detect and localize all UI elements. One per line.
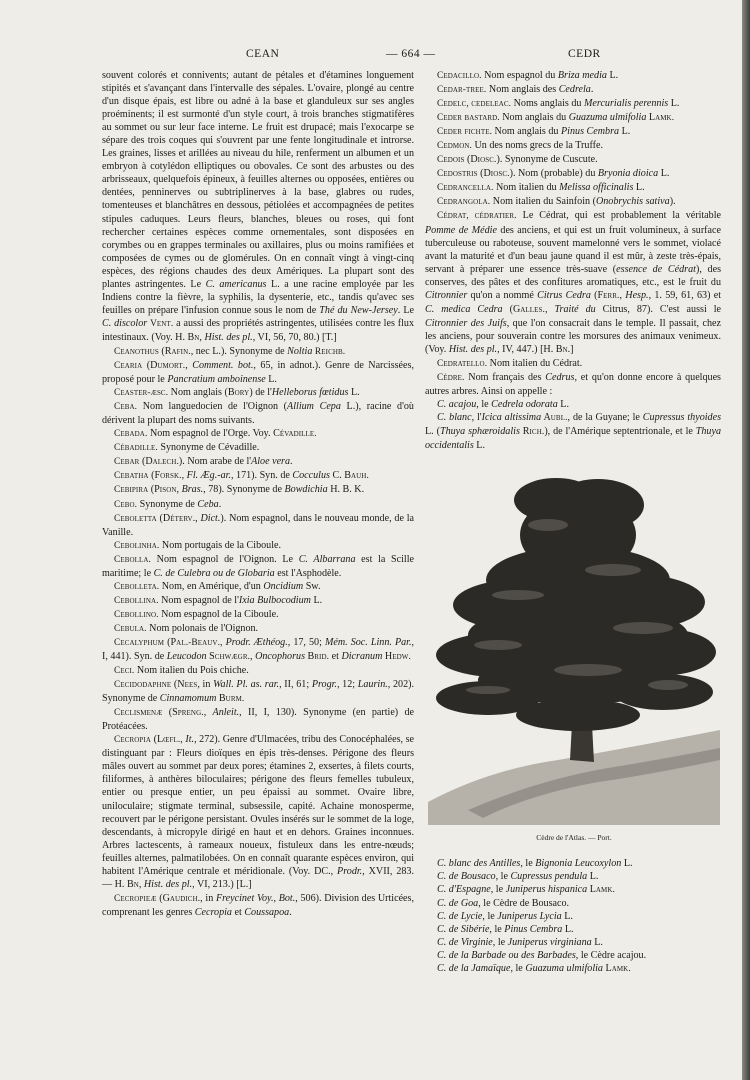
figure-caption: Cèdre de l'Atlas. — Port. <box>536 833 612 842</box>
dictionary-entry: Cebada. Nom espagnol de l'Orge. Voy. Cévadille. <box>114 428 317 440</box>
left-column <box>102 69 414 919</box>
page-number: — 664 — <box>386 48 436 60</box>
dictionary-entry: Ceder fichte. Nom anglais du Pinus Cembra L. <box>437 126 631 138</box>
dictionary-entry: Cedmon. Un des noms grecs de la Truffe. <box>437 140 603 152</box>
dictionary-entry: Ceaster-æsc. Nom anglais (Bory) de l'Helleborus fœtidus L. <box>114 387 360 399</box>
dictionary-entry: Cedratello. Nom italien du Cédrat. <box>437 357 583 369</box>
dictionary-entry: Ceboletta (Déterv., Dict.). Nom espagnol, dans le nouveau monde, de la Vanille. <box>102 512 415 538</box>
dictionary-entry: Ceanothus (Rafin., nec L.). Synonyme de Noltia Reichb. <box>114 345 346 357</box>
dictionary-entry: Cecropieæ (Gaudich., in Freycinet Voy., Bot., 506). Division des Urticées, comprenant les genres Cecropia et Coussapoa. <box>102 892 414 918</box>
dictionary-entry: C. blanc, l'Icica altissima Aubl., de la Guyane; le Cupressus thyoides L. (Thuya sphæroidalis Rich.), de l'Amérique septentrionale, et le Thuya occidentalis L. <box>425 412 722 452</box>
dictionary-entry: Cedrangola. Nom italien du Sainfoin (Onobrychis sativa). <box>437 196 676 208</box>
dictionary-entry: Ceci. Nom italien du Pois chiche. <box>114 665 249 677</box>
dictionary-entry: Cebollino. Nom espagnol de la Ciboule. <box>114 608 279 620</box>
dictionary-entry: Cedostris (Diosc.). Nom (probable) du Bryonia dioica L. <box>437 168 670 180</box>
dictionary-entry: Cebula. Nom polonais de l'Oignon. <box>114 622 259 634</box>
dictionary-entry: Cebolla. Nom espagnol de l'Oignon. Le C. Albarrana est la Scille maritime; le C. de Culebra ou de Globaria est l'Asphodèle. <box>102 553 414 579</box>
dictionary-entry: C. d'Espagne, le Juniperus hispanica Lamk. <box>437 884 615 896</box>
right-column <box>425 69 721 452</box>
dictionary-entry: Cedar-tree. Nom anglais des Cedrela. <box>437 84 594 96</box>
dictionary-entry: Cébadille. Synonyme de Cévadille. <box>114 442 260 454</box>
dictionary-entry: Cecidodaphne (Nees, in Wall. Pl. as. rar., II, 61; Progr., 12; Laurin., 202). Synonyme de Cinnamomum Burm. <box>102 679 415 705</box>
dictionary-entry: Cebolinha. Nom portugais de la Ciboule. <box>114 539 282 551</box>
dictionary-entry: Cebipira (Pison, Bras., 78). Synonyme de Bowdichia H. B. K. <box>114 484 365 496</box>
cedar-tree-illustration <box>428 430 720 825</box>
right-column-bottom <box>425 857 721 976</box>
dictionary-entry: Cebolleta. Nom, en Amérique, d'un Oncidium Sw. <box>114 580 321 592</box>
dictionary-entry: C. de la Barbade ou des Barbades, le Cèdre acajou. <box>437 950 647 962</box>
dictionary-entry: Ceclismenæ (Spreng., Anleit., II, I, 130). Synonyme (en partie) de Protéacées. <box>102 707 415 733</box>
dictionary-entry: Cedrancella. Nom italien du Melissa officinalis L. <box>437 182 645 194</box>
dictionary-entry: Ceba. Nom languedocien de l'Oignon (Allium Cepa L.), racine d'où dérivent la plupart des noms suivants. <box>102 401 414 427</box>
paragraph-continuation: souvent colorés et connivents; autant de pétales et d'étamines longuement stipités et s'avançant dans l'intervalle des sépales. L'ovaire, plongé au centre d'un disque épais, est libre ou adné à la base et glanduleux sur ses angles proéminents; il est surmonté d'un style court, à trois branches stigmatifères au sommet ou sur leur face interne. Le fruit est drupacé; mais l'exocarpe se sépare des trois coques qui s'ouvrent par une fente longitudinale et introrse. Les graines, lisses et arillées au niveau du hile, renferment un albumen et un embryon à cotylédon elliptiques ou obovales. Ce sont des arbustes ou des arbrisseaux, quelquefois épineux, à feuilles alternes ou opposées, entières ou dentées, penninerves ou subtriplinerves à la base, glabres ou rudes, tomenteuses et blanchâtres en dessous, pétiolées et accompagnées de petites stipules caduques. Leurs fleurs, blanches, bleues ou roses, qui font rechercher certaines espèces comme ornementales, sont disposées en corymbes ou en grappes terminales ou axillaires, plus ou moins ramifiées et composées de cymes ou de glomérules. On en connaît vingt à vingt-cinq espèces, des régions chaudes des deux Amériques. La plupart sont des plantes astringentes. Le C. americanus L. a une racine employée par les Indiens contre la fièvre, la syphilis, la dysenterie, etc., tandis qu'avec ses feuilles on prépare l'infusion connue sous le nom de Thé du New-Jersey. Le C. discolor Vent. a aussi des propriétés astringentes, utilisées contre les flux intestinaux. (Voy. H. Bn, Hist. des pl., VI, 56, 70, 80.) [T.] <box>102 70 414 343</box>
running-head-right: CEDR <box>568 48 601 60</box>
dictionary-entry: Cearia (Dumort., Comment. bot., 65, in adnot.). Genre de Narcissées, proposé pour le Pancratium amboinense L. <box>102 360 414 386</box>
dictionary-entry: Ceder bastard. Nom anglais du Guazuma ulmifolia Lamk. <box>437 112 675 124</box>
dictionary-entry: C. de Sibérie, le Pinus Cembra L. <box>437 924 574 936</box>
dictionary-entry: Cèdre. Nom français des Cedrus, et qu'on donne encore à quelques autres arbres. Ainsi on appelle : <box>425 372 721 398</box>
dictionary-entry: C. de Goa, le Cèdre de Bousaco. <box>437 898 570 910</box>
dictionary-entry: C. de Virginie, le Juniperus virginiana L. <box>437 937 603 949</box>
dictionary-entry: Cecalyphum (Pal.-Beauv., Prodr. Æthéog., 17, 50; Mém. Soc. Linn. Par., I, 441). Syn. de Leucodon Schwægr., Oncophorus Brid. et Dicranum Hedw. <box>102 636 415 663</box>
running-head-left: CEAN <box>246 48 280 60</box>
dictionary-entry: C. de la Jamaïque, le Guazuma ulmifolia Lamk. <box>437 963 631 975</box>
dictionary-entry: C. blanc des Antilles, le Bignonia Leucoxylon L. <box>437 858 633 869</box>
dictionary-entry: Cebar (Dalech.). Nom arabe de l'Aloe vera. <box>114 456 293 468</box>
page-edge <box>742 0 750 1080</box>
dictionary-entry: Cedois (Diosc.). Synonyme de Cuscute. <box>437 154 598 166</box>
dictionary-entry: Cebollina. Nom espagnol de l'Ixia Bulbocodium L. <box>114 594 323 606</box>
dictionary-entry: Cédrat, cédratier. Le Cédrat, qui est probablement la véritable Pomme de Médie des anciens, et qui est un fruit volumineux, à surface tuberculeuse ou raboteuse, souvent mamelonné vers le sommet, violacé avant la maturité et d'un beau jaune quand il est mûr, à zeste très-épais, servant à préparer une essence très-suave (essence de Cédrat), des conserves, des pâtes et des confitures aromatiques, etc., est le fruit du Citronnier qu'on a nommé Citrus Cedra (Ferr., Hesp., 1. 59, 61, 63) et C. medica Cedra (Galles., Traité du Citrus, 87). C'est aussi le Citronnier des Juifs, que l'on consacrait dans le temple. Il passait, chez les anciens, pour souverain contre les morsures des animaux venimeux. (Voy. Hist. des pl., IV, 447.) [H. Bn.] <box>425 210 722 355</box>
dictionary-entry: C. de Bousaco, le Cupressus pendula L. <box>437 871 599 883</box>
dictionary-entry: Cebo. Synonyme de Ceba. <box>114 498 222 510</box>
dictionary-entry: Cebatha (Forsk., Fl. Æg.-ar., 171). Syn. de Cocculus C. Bauh. <box>114 470 369 482</box>
dictionary-entry: C. acajou, le Cedrela odorata L. <box>437 399 569 411</box>
dictionary-entry: C. de Lycie, le Juniperus Lycia L. <box>437 911 573 923</box>
dictionary-entry: Cedelc, cedeleac. Noms anglais du Mercurialis perennis L. <box>437 98 680 110</box>
dictionary-entry: Cedacillo. Nom espagnol du Briza media L. <box>437 70 619 81</box>
dictionary-entry: Cecropia (Lœfl., It., 272). Genre d'Ulmacées, tribu des Conocéphalées, se distinguant par : Fleurs dioïques en épis très-denses. Périgone des fleurs mâles ouvert au sommet par deux pores; étamines 2, exsertes, à filets courts, filiformes, à anthères biloculaires; périgone des fleurs femelles tubuleux, entier ou presque entier, un peu épaissi au sommet. Ovaire libre, uniloculaire; stigmate terminal, subsessile, capité. Achaine monosperme, recouvert par le périgone persistant. Ovules insérés sur le sommet de la loge, descendants, à micropyle dirigé en haut et en dehors. Graines inconnues. Arbres lactescents, à rameaux noueux, fistuleux dans les entre-nœuds; feuilles alternes, palmatilobées. On en connaît quarante espèces environ, qui habitent l'Amérique centrale et méridionale. (Voy. DC., Prodr., XVII, 283. — H. Bn, Hist. des pl., VI, 213.) [L.] <box>102 734 414 890</box>
